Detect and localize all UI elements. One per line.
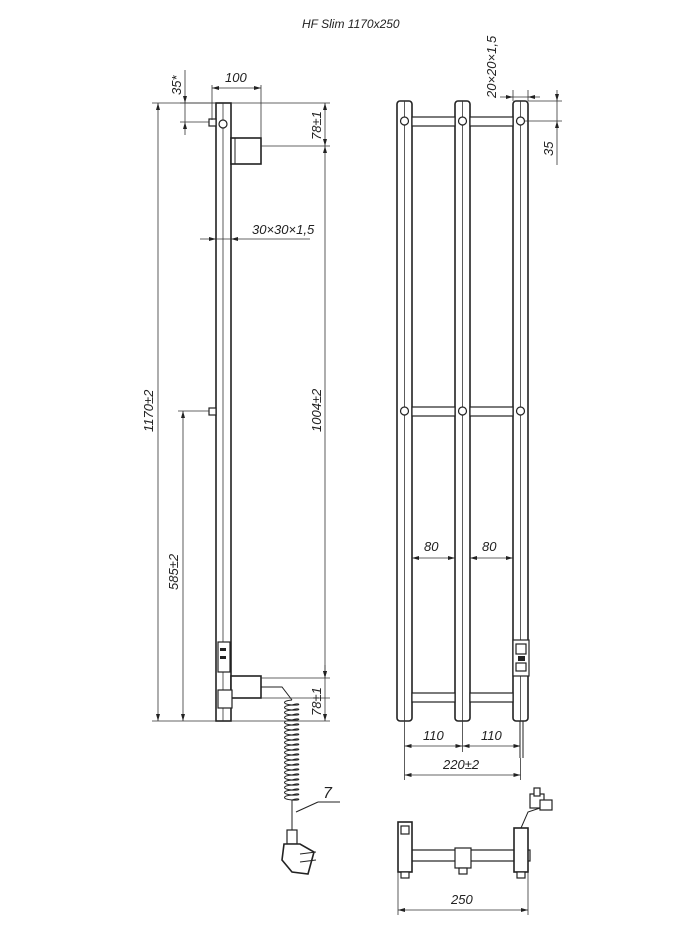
front-bar-bottom-left [412,693,455,702]
callout-label: 7 [323,785,332,802]
dim-gap-right: 80 [482,539,497,554]
dim-between-brackets: 1004±2 [309,388,324,432]
dim-bracket-bottom: 78±1 [309,687,324,716]
side-top-pin [219,120,227,128]
dim-depth-total: 250 [451,892,473,907]
dim-axis-total: 220±2 [443,757,480,772]
dim-axis-right: 110 [481,728,502,743]
dim-front-profile: 20×20×1,5 [484,35,499,98]
cable-coil [285,700,299,800]
front-bar-top-left [412,117,455,126]
front-bar-top-right [470,117,513,126]
dim-width-100: 100 [225,70,247,85]
side-tube [216,103,231,721]
dim-gap-left: 80 [424,539,439,554]
dim-front-top: 35 [541,141,556,156]
dim-bracket-top: 78±1 [309,111,324,140]
heater-control-icon [513,640,529,676]
front-bar-mid-right [470,407,513,416]
side-bottom-bracket [231,676,261,698]
drawing-title: HF Slim 1170x250 [302,17,400,31]
connector-icon [530,788,552,810]
dim-total-height: 1170±2 [141,389,156,432]
top-mid-connector [455,848,471,868]
dim-axis-left: 110 [423,728,444,743]
front-view [397,35,562,780]
dim-profile-side: 30×30×1,5 [252,222,315,237]
side-view [141,70,340,874]
top-right-bracket [514,828,528,872]
cable-coil-path [285,700,299,800]
dim-top-offset: 35* [169,75,184,95]
front-bar-bottom-right [470,693,513,702]
side-bottom-cap [218,690,232,708]
top-view [398,788,552,915]
dim-mid-height: 585±2 [166,553,181,590]
plug-icon [282,830,316,874]
front-bar-mid-left [412,407,455,416]
side-top-stub [209,119,216,126]
side-mid-stub [209,408,216,415]
